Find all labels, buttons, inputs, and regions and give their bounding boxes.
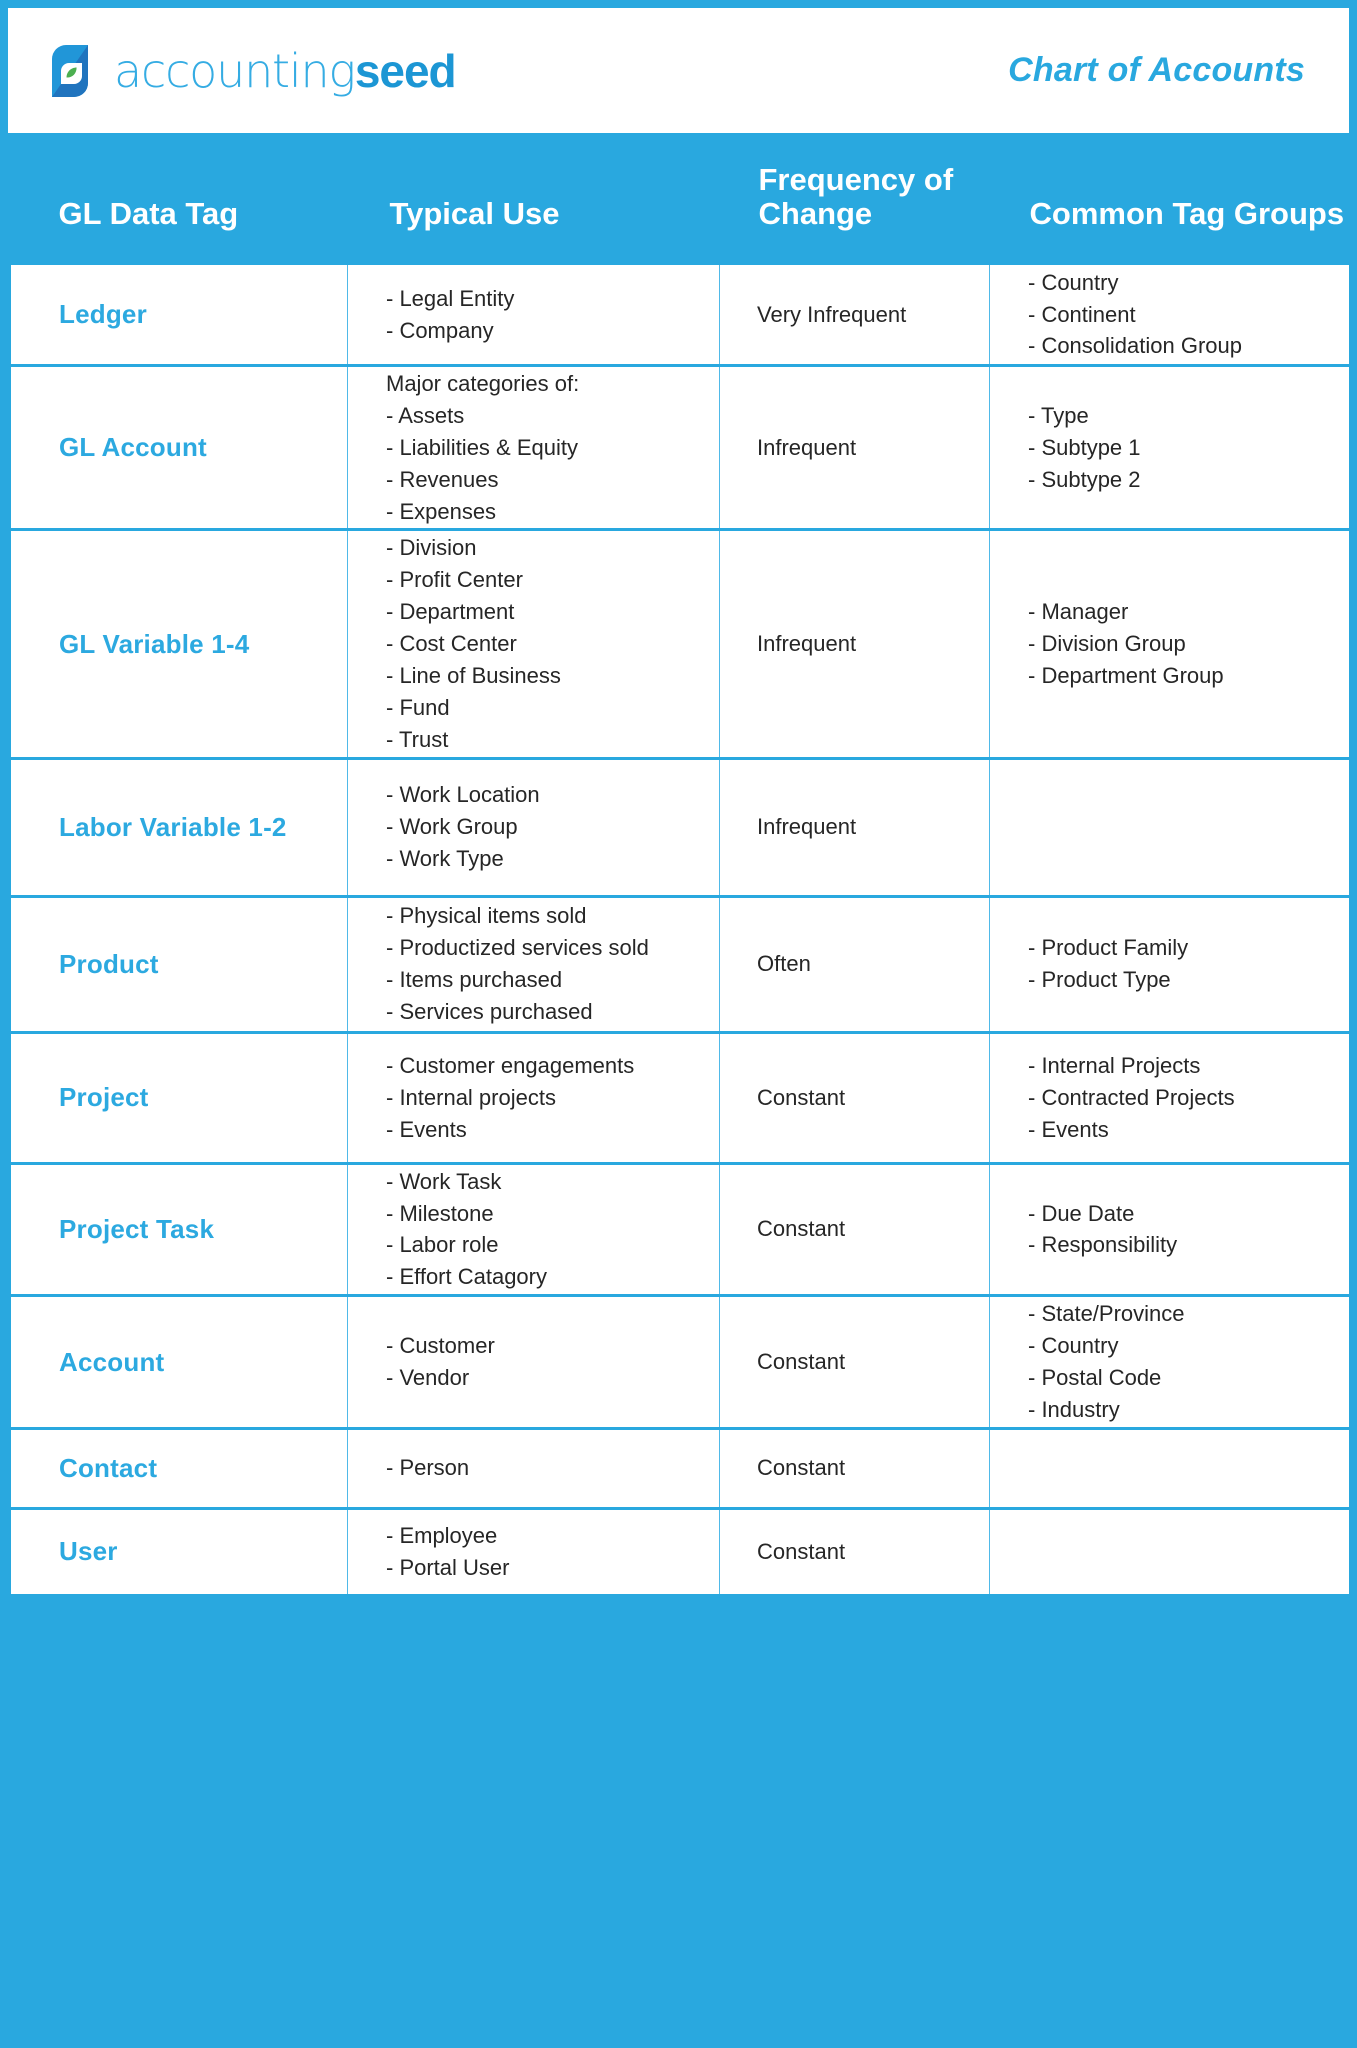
cell-line: - Revenues [386,466,499,492]
table-row [10,264,1351,366]
cell-gl-data-tag: Account [10,1296,348,1429]
cell-line: - Product Family [1028,935,1189,961]
cell-line: - Product Type [1028,967,1171,993]
cell-line: - Continent [1028,301,1136,327]
cell-typical-use [348,1296,720,1429]
cell-common-tag-groups [990,1428,1351,1508]
gl-data-tag-table [8,133,1352,1597]
cell-gl-data-tag: GL Variable 1-4 [10,530,348,758]
brand-header [8,8,1349,133]
cell-line: - Work Task [386,1168,502,1194]
cell-gl-data-tag: GL Account [10,366,348,530]
cell-lines [386,1330,709,1394]
cell-typical-use [348,1428,720,1508]
table-row [10,1428,1351,1508]
cell-gl-data-tag: Labor Variable 1-2 [10,758,348,896]
cell-line: - Customer engagements [386,1052,635,1078]
table-header-row [10,133,1351,264]
cell-line: - Profit Center [386,567,523,593]
cell-lines [386,1166,709,1294]
cell-typical-use [348,366,720,530]
table-row [10,1163,1351,1296]
cell-line: Major categories of: [386,371,580,396]
cell-line: - Person [386,1455,470,1481]
cell-common-tag-groups [990,758,1351,896]
cell-line: - Subtype 1 [1028,434,1141,460]
cell-frequency-of-change: Infrequent [720,366,990,530]
cell-typical-use [348,1508,720,1595]
cell-line: - Work Type [386,846,504,872]
wordmark-bold: seed [354,44,456,97]
cell-common-tag-groups [990,1032,1351,1163]
cell-line: - Department Group [1028,663,1224,689]
wordmark-light: accounting [114,43,355,98]
cell-lines [1028,1198,1339,1262]
cell-typical-use [348,1032,720,1163]
accounting-seed-leaf-logo-icon [46,45,94,97]
column-header-typical-use: Typical Use [348,133,720,264]
column-header-frequency-of-change: Frequency of Change [720,133,990,264]
table-row [10,366,1351,530]
cell-lines [1028,267,1339,363]
cell-line: - Events [1028,1116,1109,1142]
cell-line: - Division [386,535,477,561]
cell-line: - Industry [1028,1396,1120,1422]
cell-line: - Line of Business [386,663,561,689]
cell-line: - Items purchased [386,967,563,993]
cell-line: - Portal User [386,1554,510,1580]
cell-line: - Customer [386,1333,495,1359]
cell-line: - Liabilities & Equity [386,434,578,460]
cell-lines [386,532,709,755]
cell-line: - Department [386,599,515,625]
cell-line: - Consolidation Group [1028,333,1243,359]
table-row [10,1508,1351,1595]
cell-gl-data-tag: Project [10,1032,348,1163]
cell-gl-data-tag: Product [10,896,348,1032]
cell-lines [386,1452,709,1484]
cell-line: - Internal projects [386,1084,556,1110]
cell-line: - Work Group [386,814,518,840]
cell-line: - Internal Projects [1028,1052,1201,1078]
cell-line: - Division Group [1028,631,1186,657]
cell-frequency-of-change: Constant [720,1508,990,1595]
cell-line: - Postal Code [1028,1365,1162,1391]
cell-typical-use [348,530,720,758]
cell-frequency-of-change: Infrequent [720,758,990,896]
cell-typical-use [348,758,720,896]
cell-line: - Labor role [386,1232,499,1258]
table-row [10,1296,1351,1429]
cell-line: - Milestone [386,1200,494,1226]
cell-line: - Trust [386,726,449,752]
cell-line: - Responsibility [1028,1232,1178,1258]
cell-frequency-of-change: Constant [720,1296,990,1429]
cell-line: - Events [386,1116,467,1142]
brand-wordmark [114,43,456,98]
cell-gl-data-tag: Contact [10,1428,348,1508]
cell-typical-use [348,896,720,1032]
cell-line: - Employee [386,1522,498,1548]
cell-line: - Physical items sold [386,903,587,929]
cell-line: - Contracted Projects [1028,1084,1235,1110]
cell-lines [386,779,709,875]
cell-line: - Cost Center [386,631,517,657]
cell-lines [1028,400,1339,496]
cell-common-tag-groups [990,1508,1351,1595]
cell-line: - Type [1028,402,1089,428]
table-row [10,1032,1351,1163]
table-row [10,758,1351,896]
cell-frequency-of-change: Very Infrequent [720,264,990,366]
cell-line: - Services purchased [386,999,593,1025]
cell-line: - Expenses [386,498,497,524]
cell-line: - Assets [386,402,465,428]
cell-line: - Manager [1028,599,1129,625]
cell-frequency-of-change: Constant [720,1428,990,1508]
cell-line: - Country [1028,1333,1119,1359]
cell-gl-data-tag: Ledger [10,264,348,366]
cell-lines [1028,1298,1339,1426]
cell-common-tag-groups [990,896,1351,1032]
cell-lines [386,1520,709,1584]
cell-gl-data-tag: User [10,1508,348,1595]
cell-line: - Effort Catagory [386,1264,547,1290]
table-row [10,896,1351,1032]
cell-common-tag-groups [990,1163,1351,1296]
cell-line: - Country [1028,269,1119,295]
table-head [10,133,1351,264]
cell-line: - Work Location [386,782,540,808]
cell-line: - Fund [386,694,450,720]
cell-common-tag-groups [990,264,1351,366]
cell-lines [386,1050,709,1146]
cell-frequency-of-change: Constant [720,1163,990,1296]
cell-frequency-of-change: Constant [720,1032,990,1163]
cell-lines [1028,1050,1339,1146]
cell-common-tag-groups [990,530,1351,758]
cell-line: - State/Province [1028,1301,1185,1327]
cell-line: - Company [386,317,494,343]
cell-common-tag-groups [990,366,1351,530]
column-header-common-tag-groups: Common Tag Groups [990,133,1351,264]
cell-line: - Legal Entity [386,285,515,311]
cell-lines [386,283,709,347]
cell-line: - Due Date [1028,1200,1135,1226]
column-header-gl-data-tag: GL Data Tag [10,133,348,264]
cell-line: - Productized services sold [386,935,649,961]
table-row [10,530,1351,758]
cell-line: - Subtype 2 [1028,466,1141,492]
cell-common-tag-groups [990,1296,1351,1429]
cell-lines [1028,932,1339,996]
cell-line: - Vendor [386,1365,470,1391]
table-body [10,264,1351,1596]
cell-typical-use [348,1163,720,1296]
cell-lines [1028,596,1339,692]
cell-gl-data-tag: Project Task [10,1163,348,1296]
cell-lines [386,900,709,1028]
page-title: Chart of Accounts [1008,51,1305,89]
cell-typical-use [348,264,720,366]
cell-frequency-of-change: Infrequent [720,530,990,758]
cell-frequency-of-change: Often [720,896,990,1032]
cell-lines [386,368,709,527]
brand-lockup [46,45,456,97]
